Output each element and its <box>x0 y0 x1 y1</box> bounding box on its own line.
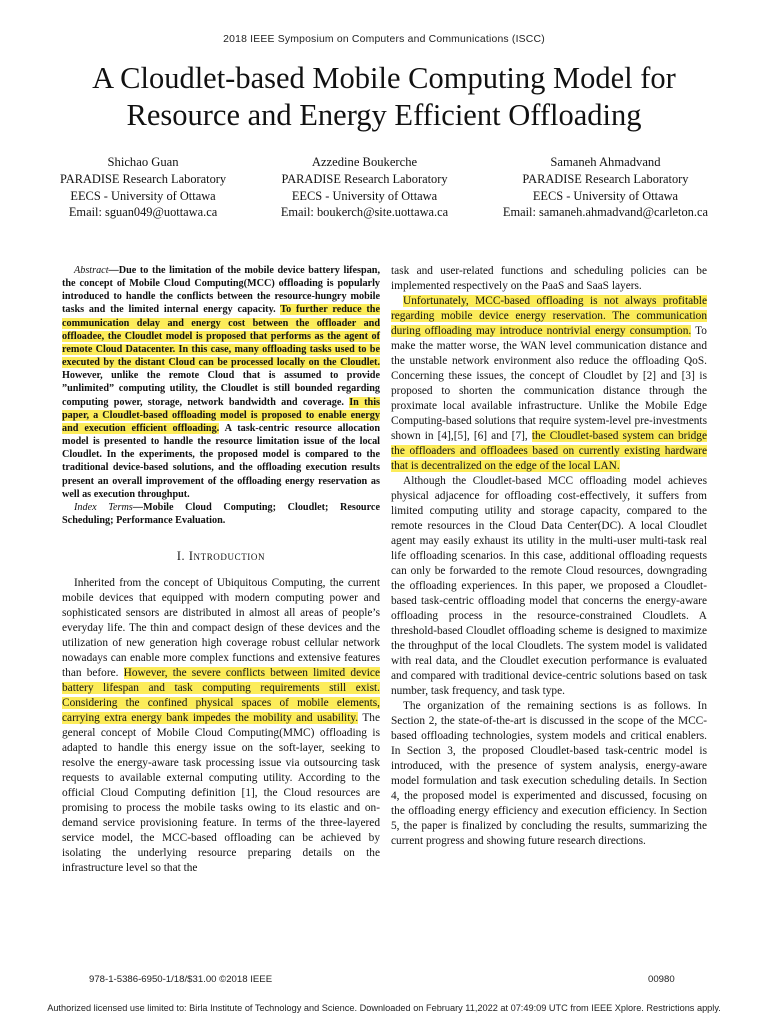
index-terms-text: —Mobile Cloud Computing; Cloudlet; Resource Scheduling; Performance Evaluation. <box>62 501 380 526</box>
para2-highlight-1: Unfortunately, MCC-based offloading is not always profitable regarding mobile device energy reservation. The communication during offloading may introduce nontrivial energy consumption. <box>391 295 707 337</box>
abstract-text-3: A task-centric resource allocation model is presented to handle the resource limitation issue of the local Cloudlet. In the experiments, the proposed model is compared to the traditional device-based solutions, and the offloading execution results present an overall improvement of the offloading energy reservation as well as execution throughput. <box>62 422 380 500</box>
conference-header: 2018 IEEE Symposium on Computers and Communications (ISCC) <box>223 34 545 45</box>
author-name: Samaneh Ahmadvand <box>550 155 661 169</box>
author-lab: PARADISE Research Laboratory <box>281 171 448 186</box>
paper-title <box>40 60 728 134</box>
license-notice: Authorized licensed use limited to: Birla Institute of Technology and Science. Downloaded on February 11,2022 at 07:49:09 UTC from IEEE Xplore. Restrictions apply. <box>47 1003 721 1013</box>
author-dept: EECS - University of Ottawa <box>532 188 679 203</box>
abstract-text-1: —Due to the limitation of the mobile device battery lifespan, the concept of Mobile Cloud Computing(MCC) offloading is popularly introduced to handle the conflicts between the resource-hungry mobile tasks and the limited internal energy capacity. <box>62 265 380 316</box>
author-lab: PARADISE Research Laboratory <box>60 171 227 186</box>
left-column <box>62 264 380 876</box>
intro-text-1: Inherited from the concept of Ubiquitous Computing, the current mobile devices that equipped with modern computing power and sophisticated sensors are distributed in almost all areas of people’s everyday life. The thin and compact design of these devices and the utilization of new generation high coverage robust cellular network nowadays can enable more complex functions and extensive features than before. <box>62 577 380 680</box>
footer-page-number: 00980 <box>648 974 675 985</box>
abstract-highlight-1: To further reduce the communication delay and energy cost between the offloader and offloadee, the Cloudlet model is proposed that performs as the agent of remote Cloud Datacenter. In this case, many offloading tasks used to be executed by the distant Cloud can be processed locally on the Cloudlet. <box>62 304 380 369</box>
author-name: Shichao Guan <box>107 155 179 169</box>
author-email: Email: sguan049@uottawa.ca <box>68 205 218 220</box>
author-dept: EECS - University of Ottawa <box>70 188 216 203</box>
title-line-1: A Cloudlet-based Mobile Computing Model for <box>92 61 676 95</box>
intro-text-2: The general concept of Mobile Cloud Computing(MMC) offloading is adapted to handle this energy issue on the soft-layer, seeking to resolve the energy-aware task processing issue via outsourcing task requests to available external computing utility. According to the official Cloud Computing definition [1], the Cloud resources are promising to process the mobile tasks owing to its elastic and on-demand service provisioning feature. In terms of the three-layered service model, the MCC-based offloading can be achieved by isolating the underlying resource preparing details on the infrastructure level so that the <box>62 712 380 875</box>
author-1 <box>60 154 226 221</box>
intro-highlight: However, the severe conflicts between limited device battery lifespan and task computing requirements still exist. Considering the confined physical spaces of mobile elements, carrying extra energy bank impedes the mobility and usability. <box>62 667 380 725</box>
right-column <box>391 264 707 849</box>
para2-text: To make the matter worse, the WAN level communication distance and the unstable network environment also reduce the offloading QoS. Concerning these issues, the concept of Cloudlet by [2] and [3] is proposed to shorten the communication distance through the proximate local available infrastructure. Unlike the Mobile Edge Computing-based solutions that require system-level pre-investments shown in [4],[5], [6] and [7], <box>391 325 707 442</box>
index-terms <box>62 501 380 527</box>
author-block <box>60 154 708 221</box>
intro-paragraph-2 <box>391 294 707 474</box>
author-lab: PARADISE Research Laboratory <box>522 171 689 186</box>
continued-paragraph: task and user-related functions and scheduling policies can be implemented respectively on the PaaS and SaaS layers. <box>391 265 707 292</box>
footer-isbn: 978-1-5386-6950-1/18/$31.00 ©2018 IEEE <box>89 974 273 985</box>
intro-paragraph-1 <box>62 576 380 876</box>
abstract <box>62 264 380 501</box>
section-heading-introduction: I. Introduction <box>176 549 266 564</box>
abstract-highlight-2: In this paper, a Cloudlet-based offloading model is proposed to enable energy and execution efficient offloading. <box>62 396 381 434</box>
author-email: Email: boukerch@site.uottawa.ca <box>280 205 449 220</box>
intro-paragraph-4: The organization of the remaining sections is as follows. In Section 2, the state-of-the-art is discussed in the scope of the MCC-based offloading technologies, system models and critical enablers. In Section 3, the proposed Cloudlet-based task-centric model is introduced, with the presence of system analysis, energy-aware model formulation and task execution scheduling details. In Section 4, the proposed model is experimented and discussed, focusing on the offloading energy efficiency and execution efficiency. In Section 5, the paper is finalized by concluding the results, summarizing the current progress and showing future research directions. <box>391 700 707 847</box>
para2-highlight-2: the Cloudlet-based system can bridge the offloaders and offloadees based on currently existing hardware that is decentralized on the edge of the local LAN. <box>391 430 707 472</box>
author-name: Azzedine Boukerche <box>311 155 418 169</box>
author-email: Email: samaneh.ahmadvand@carleton.ca <box>502 205 708 220</box>
author-3 <box>503 154 708 221</box>
author-dept: EECS - University of Ottawa <box>291 188 438 203</box>
abstract-text-2: However, unlike the remote Cloud that is assumed to provide ”unlimited” computing utility, the Cloudlet is still bounded regarding computing power, storage, network bandwidth and coverage. <box>62 370 380 408</box>
author-2 <box>281 154 448 221</box>
title-line-2: Resource and Energy Efficient Offloading <box>126 98 642 132</box>
abstract-label: Abstract <box>74 265 109 276</box>
index-terms-label: Index Terms <box>74 501 133 513</box>
intro-paragraph-3: Although the Cloudlet-based MCC offloading model achieves physical adjacence for offloading cost-effectively, it suffers from limited computing utility and storage capacity, compared to the remote resources in the Cloud Data Center(DC). A local Cloudlet agent may easily exhaust its utility in the multi-user multi-task real life offloading scenarios. In this case, additional offloading requests can only be forwarded to the remote Cloud resources, downgrading the offloading experiences. In this paper, we proposed a Cloudlet-based task-centric offloading model that concerns the energy-aware offloading process in the resource-constrained Cloudlets. A threshold-based Cloudlet offloading scheme is designed to maximize the throughput of the local Cloudlets. The system model is validated with real data, and the Cloudlet execution performance is evaluated and compared with traditional device-centric solutions based on task number, task frequency, and task type. <box>391 475 707 697</box>
